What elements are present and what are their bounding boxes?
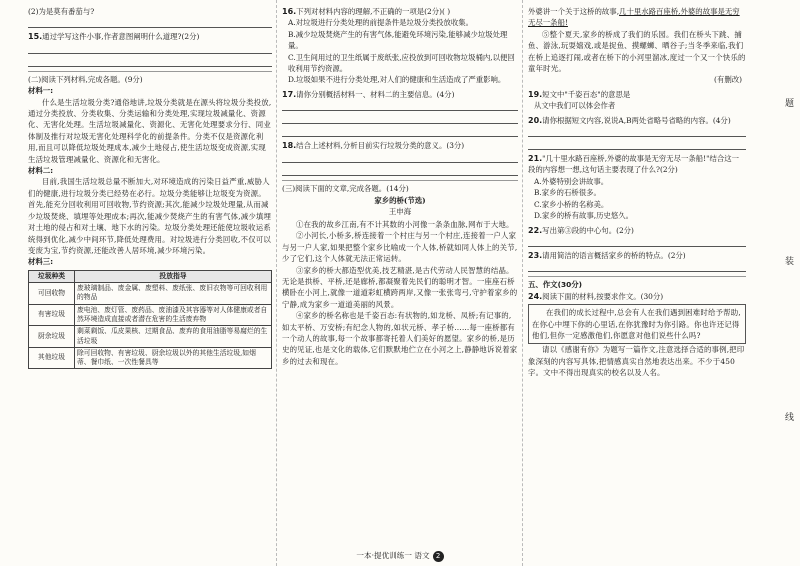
article-paragraph: ⑤整个夏天,家乡的桥成了我们的乐园。我们在桥头下跳、捕鱼、游泳,玩耍嬉戏,或是捉鱼、摸螺蛳、晒谷子;当冬季来临,我们在桥上追逐打闹,或者在桥下的小河里溜冰,度过一个又一个快乐的童年时光。 [528, 29, 746, 74]
page-footer [0, 550, 800, 562]
answer-line[interactable] [282, 113, 518, 124]
sorting-table [28, 270, 272, 370]
article-paragraph: ④家乡的桥名称也是千姿百态:有状物的,如龙桥、凤桥;有记事的,如太平桥、万安桥;有纪念人物的,如状元桥、孝子桥……每一座桥都有一个动人的故事,每一个故事都寄托着人们美好的愿望。家乡的桥,是历史的见证,也是文化的载体,它们默默地伫立在小河之上,静静地诉说着家乡的过去和现在。 [282, 311, 518, 366]
table-row: 有害垃圾 废电池、废灯管、废药品、废油漆及其容器等对人体健康或者自然环境造成直接或者潜在危害的生活废弃物 [29, 304, 272, 326]
answer-line[interactable] [282, 165, 518, 176]
answer-line[interactable] [282, 152, 518, 163]
footer-text: 一本·提优训练一 语文 [356, 551, 430, 560]
column-right [528, 6, 746, 379]
source-note: (有删改) [714, 75, 742, 85]
binding-mark: 题 [784, 99, 794, 109]
table-row: 其他垃圾 除可回收物、有害垃圾、厨余垃圾以外的其他生活垃圾,如烟蒂、餐巾纸、一次性餐具等 [29, 347, 272, 369]
material-text: 目前,我国生活垃圾总量不断加大,对环境造成的污染日益严重,威胁人们的健康,进行垃圾分类已经势在必行。垃圾分类能够让垃圾变为资源。首先,能充分回收利用可回收物,节约资源;其次,能减少垃圾处理量,从而减少垃圾焚烧、填埋等处理成本;再次,能减少焚烧产生的有害气体,减少填埋对土地的侵占和对土壤、地下水的污染。垃圾分类处理还能使垃圾收运系统得到优化,减少中间环节,降低处理费用。对垃圾进行分类回收,不仅可以变废为宝,节约资源,还能改善人居环境,减少环境污染。 [28, 177, 272, 255]
essay-requirement: 请以《感谢有你》为题写一篇作文,注意选择合适的事例,把印象深刻的内容写具体,把情感真实自然地表达出来。不少于450字。文中不得出现真实的校名以及人名。 [528, 345, 745, 378]
option-a[interactable]: A.外婆特别会讲故事。 [534, 176, 609, 186]
section-heading: (二)阅读下列材料,完成各题。(9分) [28, 71, 272, 85]
section-heading: (三)阅读下面的文章,完成各题。(14分) [282, 180, 518, 194]
material-heading: 材料三: [28, 257, 54, 267]
option-d[interactable]: D.垃圾如果不进行分类处理,对人们的健康和生活造成了严重影响。 [288, 75, 506, 85]
table-header: 投放指导 [75, 270, 272, 282]
article-author: 王申海 [388, 207, 412, 217]
answer-line[interactable] [528, 126, 746, 137]
question-16: 16.下列对材料内容的理解,不正确的一项是(2分)( ) [282, 7, 451, 16]
question-23: 23.请用简洁的语言概括家乡的桥的特点。(2分) [528, 250, 686, 260]
answer-line[interactable] [28, 43, 272, 54]
answer-line[interactable] [528, 139, 746, 150]
option-d[interactable]: D.家乡的桥有故事,历史悠久。 [534, 211, 634, 221]
question-15: 15.通过学写这件小事,作者意图阐明什么道理?(2分) [28, 32, 200, 42]
article-paragraph: ①在我的故乡江南,有不计其数的小河像一条条血脉,网布于大地。 [296, 219, 514, 229]
question-20: 20.请你根据短文内容,说说A,B两处省略号省略的内容。(4分) [528, 115, 731, 125]
material-heading: 材料一: [28, 86, 54, 96]
option-b[interactable]: B.家乡的石桥很多。 [534, 188, 601, 198]
option-a[interactable]: A.对垃圾进行分类处理的前提条件是垃圾分类投放收集。 [288, 18, 474, 28]
question-17: 17.请你分别概括材料一、材料二的主要信息。(4分) [282, 89, 455, 99]
answer-line[interactable] [282, 126, 518, 137]
answer-line[interactable] [282, 100, 518, 111]
material-heading: 材料二: [28, 166, 54, 176]
table-header-row [29, 270, 272, 282]
column-middle [282, 6, 518, 367]
column-divider [276, 0, 277, 566]
question-24: 24.阅读下面的材料,按要求作文。(30分) [528, 291, 664, 301]
binding-mark: 线 [784, 413, 794, 423]
answer-line[interactable] [28, 17, 272, 28]
essay-material: 在我们的成长过程中,总会有人在我们遇到困难时给予帮助,在你心中埋下你的心里话,在你犹豫时为你引路。你也许还记得他们,但你一定感激他们,你愿意对他们说些什么吗? [528, 304, 746, 344]
page-number: 2 [433, 551, 444, 562]
column-divider [522, 0, 523, 566]
article-paragraph: ②小河长,小桥多,桥连接着一个村庄与另一个村庄,连接着一户人家与另一户人家,如果把整个家乡比喻成一个人体,桥就如同人体上的关节,少了它们,这个人体就无法正常运转。 [282, 231, 518, 264]
option-c[interactable]: C.家乡小桥的名称美。 [534, 199, 609, 209]
question-22: 22.写出第③段的中心句。(2分) [528, 225, 634, 235]
question-18: 18.结合上述材料,分析目前实行垃圾分类的意义。(3分) [282, 141, 465, 151]
column-left [28, 6, 272, 369]
section-heading: 五、作文(30分) [528, 276, 746, 290]
article-paragraph: 外婆讲一个关于这桥的故事,几十里水路百座桥,外婆的故事是无穷无尽一条船! [528, 7, 740, 28]
question-item: (2)为是莫有番茄与? [28, 7, 95, 16]
question-19-part: 从文中我们可以体会作者 [534, 101, 616, 111]
answer-line[interactable] [28, 56, 272, 67]
material-text: 什么是生活垃圾分类?通俗地讲,垃圾分类就是在源头将垃圾分类投放,通过分类投放、分类收集、分类运输和分类处理,实现垃圾减量化、资源化、无害化处理。生活垃圾减量化、资源化、无害化处理要求分行、同业体制及推行对垃圾无害化处理科学化的前提条件。分类不仅是资源化利用,而且可以降低垃圾处理成本,减少土地侵占,使生活垃圾变成资源,实现生活垃圾管理减量化、资源化和无害化。 [28, 97, 272, 164]
table-row: 可回收物 废玻璃制品、废金属、废塑料、废纸张、废旧衣物等可回收利用的物品 [29, 283, 272, 305]
answer-line[interactable] [528, 236, 746, 247]
question-21: 21."几十里水路百座桥,外婆的故事是无穷无尽一条船!"结合这一段的内容想一想,这句话主要表现了什么?(2分) [528, 154, 740, 175]
option-c[interactable]: C.卫生间用过的卫生纸属于废纸张,应投放到可回收物垃圾桶内,以便回收利用节约资源。 [288, 52, 515, 74]
article-paragraph: ③家乡的桥大都造型优美,技艺精湛,是古代劳动人民智慧的结晶。无论是拱桥、平桥,还是廊桥,都凝聚着先民们的聪明才智。一座座石桥横卧在小河上,就像一道道彩虹横跨两岸,又像一张张弯弓,守护着家乡的宁静,成为家乡一道道美丽的风景。 [282, 265, 518, 309]
answer-line[interactable] [528, 261, 746, 272]
table-row: 厨余垃圾 剩菜剩饭、瓜皮果核、过期食品、废弃的食用油脂等易腐烂的生活垃圾 [29, 326, 272, 348]
table-header: 垃圾种类 [29, 270, 75, 282]
binding-mark: 装 [784, 257, 794, 267]
article-title: 家乡的桥(节选) [374, 196, 426, 206]
question-19: 19.短文中"千姿百态"的意思是 [528, 89, 631, 99]
option-b[interactable]: B.减少垃圾焚烧产生的有害气体,能避免环境污染,能够减少垃圾处理量。 [288, 29, 508, 51]
